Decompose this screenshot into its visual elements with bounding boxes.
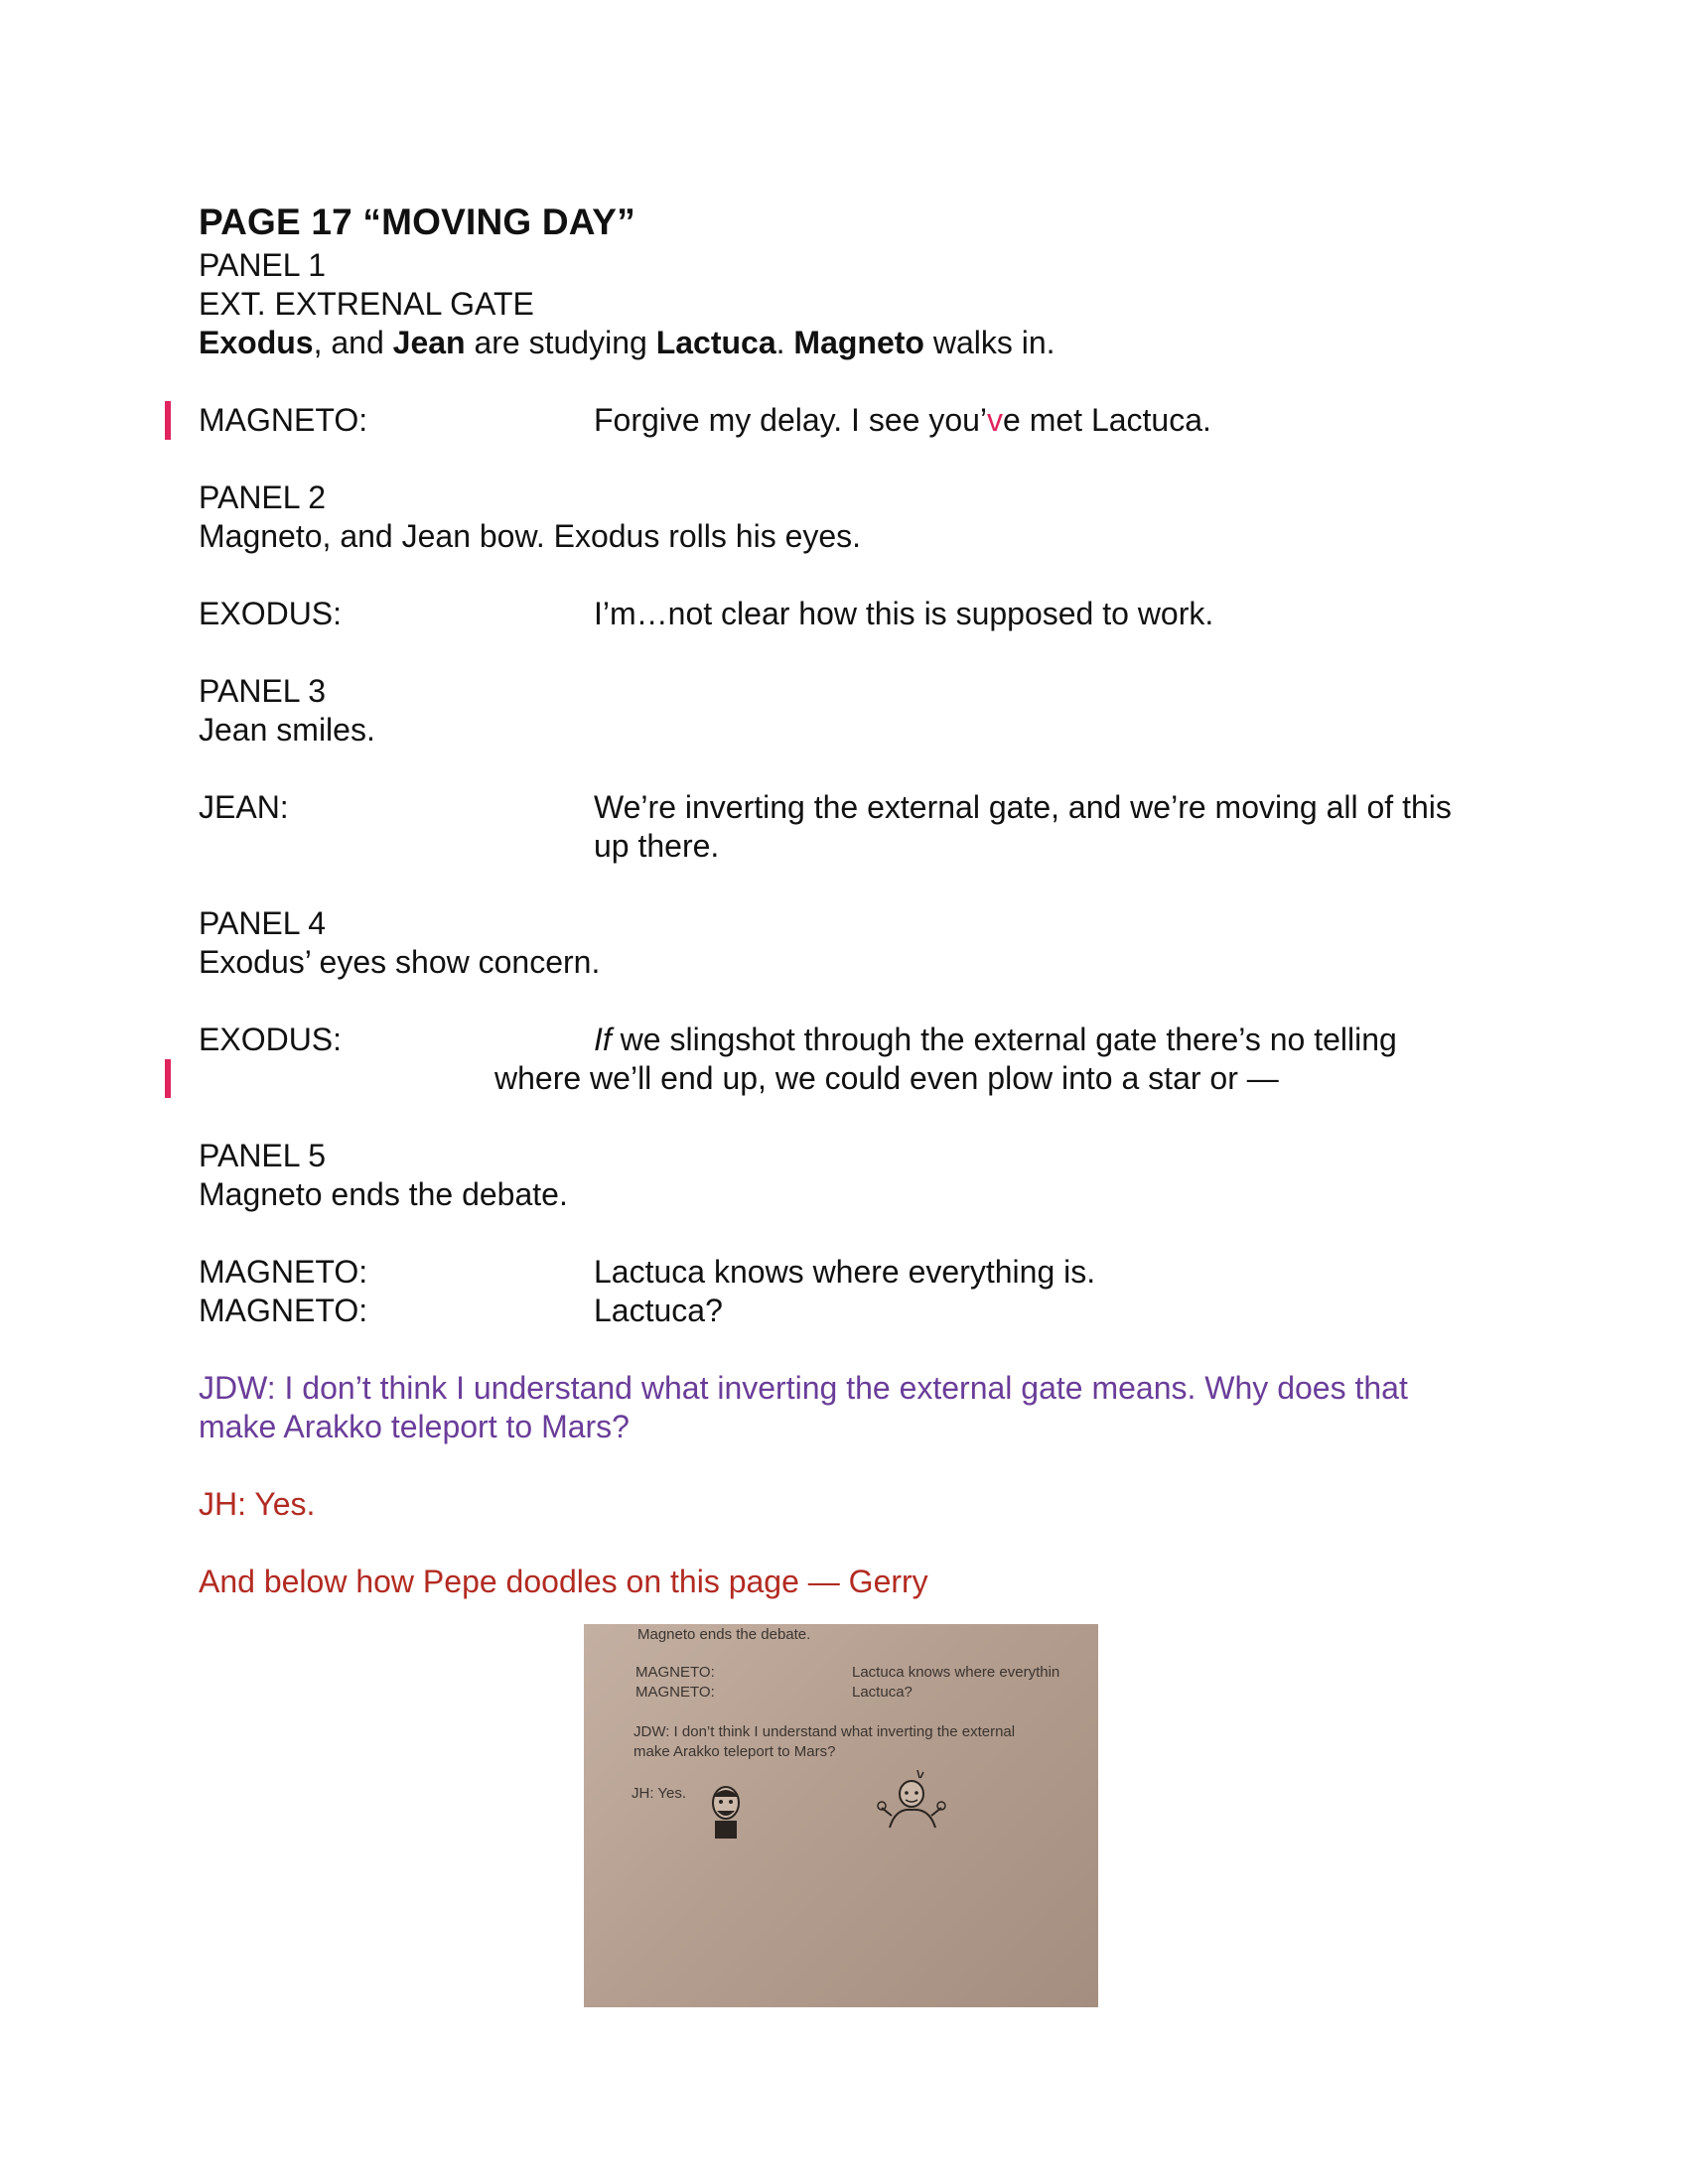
panel-5-description: Magneto ends the debate. <box>199 1176 568 1212</box>
dialogue-continuation: where we’ll end up, we could even plow into a star or — <box>494 1060 1279 1096</box>
panel-1-location: EXT. EXTRENAL GATE <box>199 286 534 322</box>
script-page <box>199 199 1489 1601</box>
desc-part: , and <box>313 325 393 360</box>
photo-text: MAGNETO: <box>635 1664 715 1681</box>
panel-4-description: Exodus’ eyes show concern. <box>199 944 601 980</box>
speaker-name: MAGNETO: <box>199 1254 368 1290</box>
photo-text: Lactuca? <box>852 1684 913 1701</box>
speaker-name: JEAN: <box>199 789 289 825</box>
desc-part: . <box>775 325 794 360</box>
photo-text: JH: Yes. <box>632 1785 687 1802</box>
photo-text: make Arakko teleport to Mars? <box>633 1743 836 1760</box>
dialogue-magneto-3 <box>199 1292 1489 1330</box>
desc-part: Magneto <box>793 325 924 360</box>
change-bar <box>165 401 171 440</box>
desc-part: Exodus <box>199 325 314 360</box>
dialogue-text: Lactuca? <box>594 1293 723 1328</box>
change-bar <box>165 1059 171 1098</box>
photo-text: MAGNETO: <box>635 1684 715 1701</box>
panel-3-description: Jean smiles. <box>199 712 375 748</box>
dialogue-fragment: e met Lactuca. <box>1003 402 1211 438</box>
panel-5-label: PANEL 5 <box>199 1138 327 1173</box>
photo-text: Lactuca knows where everythin <box>852 1664 1060 1681</box>
panel-3-label: PANEL 3 <box>199 673 327 709</box>
desc-part: are studying <box>465 325 656 360</box>
dialogue-magneto-1 <box>199 401 1489 440</box>
photo-text: Magneto ends the debate. <box>637 1626 811 1643</box>
dialogue-text <box>594 1021 1487 1059</box>
speaker-name: MAGNETO: <box>199 402 368 438</box>
dialogue-magneto-2 <box>199 1253 1489 1292</box>
panel-2-label: PANEL 2 <box>199 479 327 515</box>
speaker-name: EXODUS: <box>199 596 343 631</box>
doodle-figure-icon <box>872 1768 951 1838</box>
page-title: PAGE 17 “MOVING DAY” <box>199 202 635 242</box>
doodle-photo <box>584 1624 1098 2007</box>
desc-part: walks in. <box>923 325 1055 360</box>
dialogue-jean <box>199 788 1489 866</box>
panel-1-label: PANEL 1 <box>199 247 327 283</box>
dialogue-exodus-1 <box>199 595 1489 633</box>
photo-text: JDW: I don’t think I understand what inverting the external <box>633 1723 1016 1740</box>
dialogue-text: I’m…not clear how this is supposed to work. <box>594 596 1214 631</box>
desc-part: Jean <box>392 325 466 360</box>
highlighted-edit: v <box>987 402 1004 438</box>
dialogue-text <box>594 401 1487 440</box>
panel-4-label: PANEL 4 <box>199 905 327 941</box>
dialogue-text: We’re inverting the external gate, and we’re moving all of this up there. <box>594 789 1452 864</box>
speaker-name: EXODUS: <box>199 1022 343 1057</box>
speaker-name: MAGNETO: <box>199 1293 368 1328</box>
panel-2-description: Magneto, and Jean bow. Exodus rolls his eyes. <box>199 518 862 554</box>
doodle-face-icon <box>703 1781 749 1841</box>
editor-note-jh: JH: Yes. <box>199 1486 316 1522</box>
editor-note-gerry: And below how Pepe doodles on this page — Gerry <box>199 1564 928 1599</box>
editor-note-jdw: JDW: I don’t think I understand what inverting the external gate means. Why does that make Arakko teleport to Mars? <box>199 1370 1408 1444</box>
dialogue-fragment: Forgive my delay. I see you’ <box>594 402 988 438</box>
dialogue-text: Lactuca knows where everything is. <box>594 1254 1096 1290</box>
desc-part: Lactuca <box>655 325 776 360</box>
panel-1-description <box>199 324 1489 362</box>
italic-word: If <box>594 1022 612 1057</box>
dialogue-exodus-2 <box>199 1021 1489 1098</box>
dialogue-fragment: we slingshot through the external gate there’s no telling <box>611 1022 1397 1057</box>
